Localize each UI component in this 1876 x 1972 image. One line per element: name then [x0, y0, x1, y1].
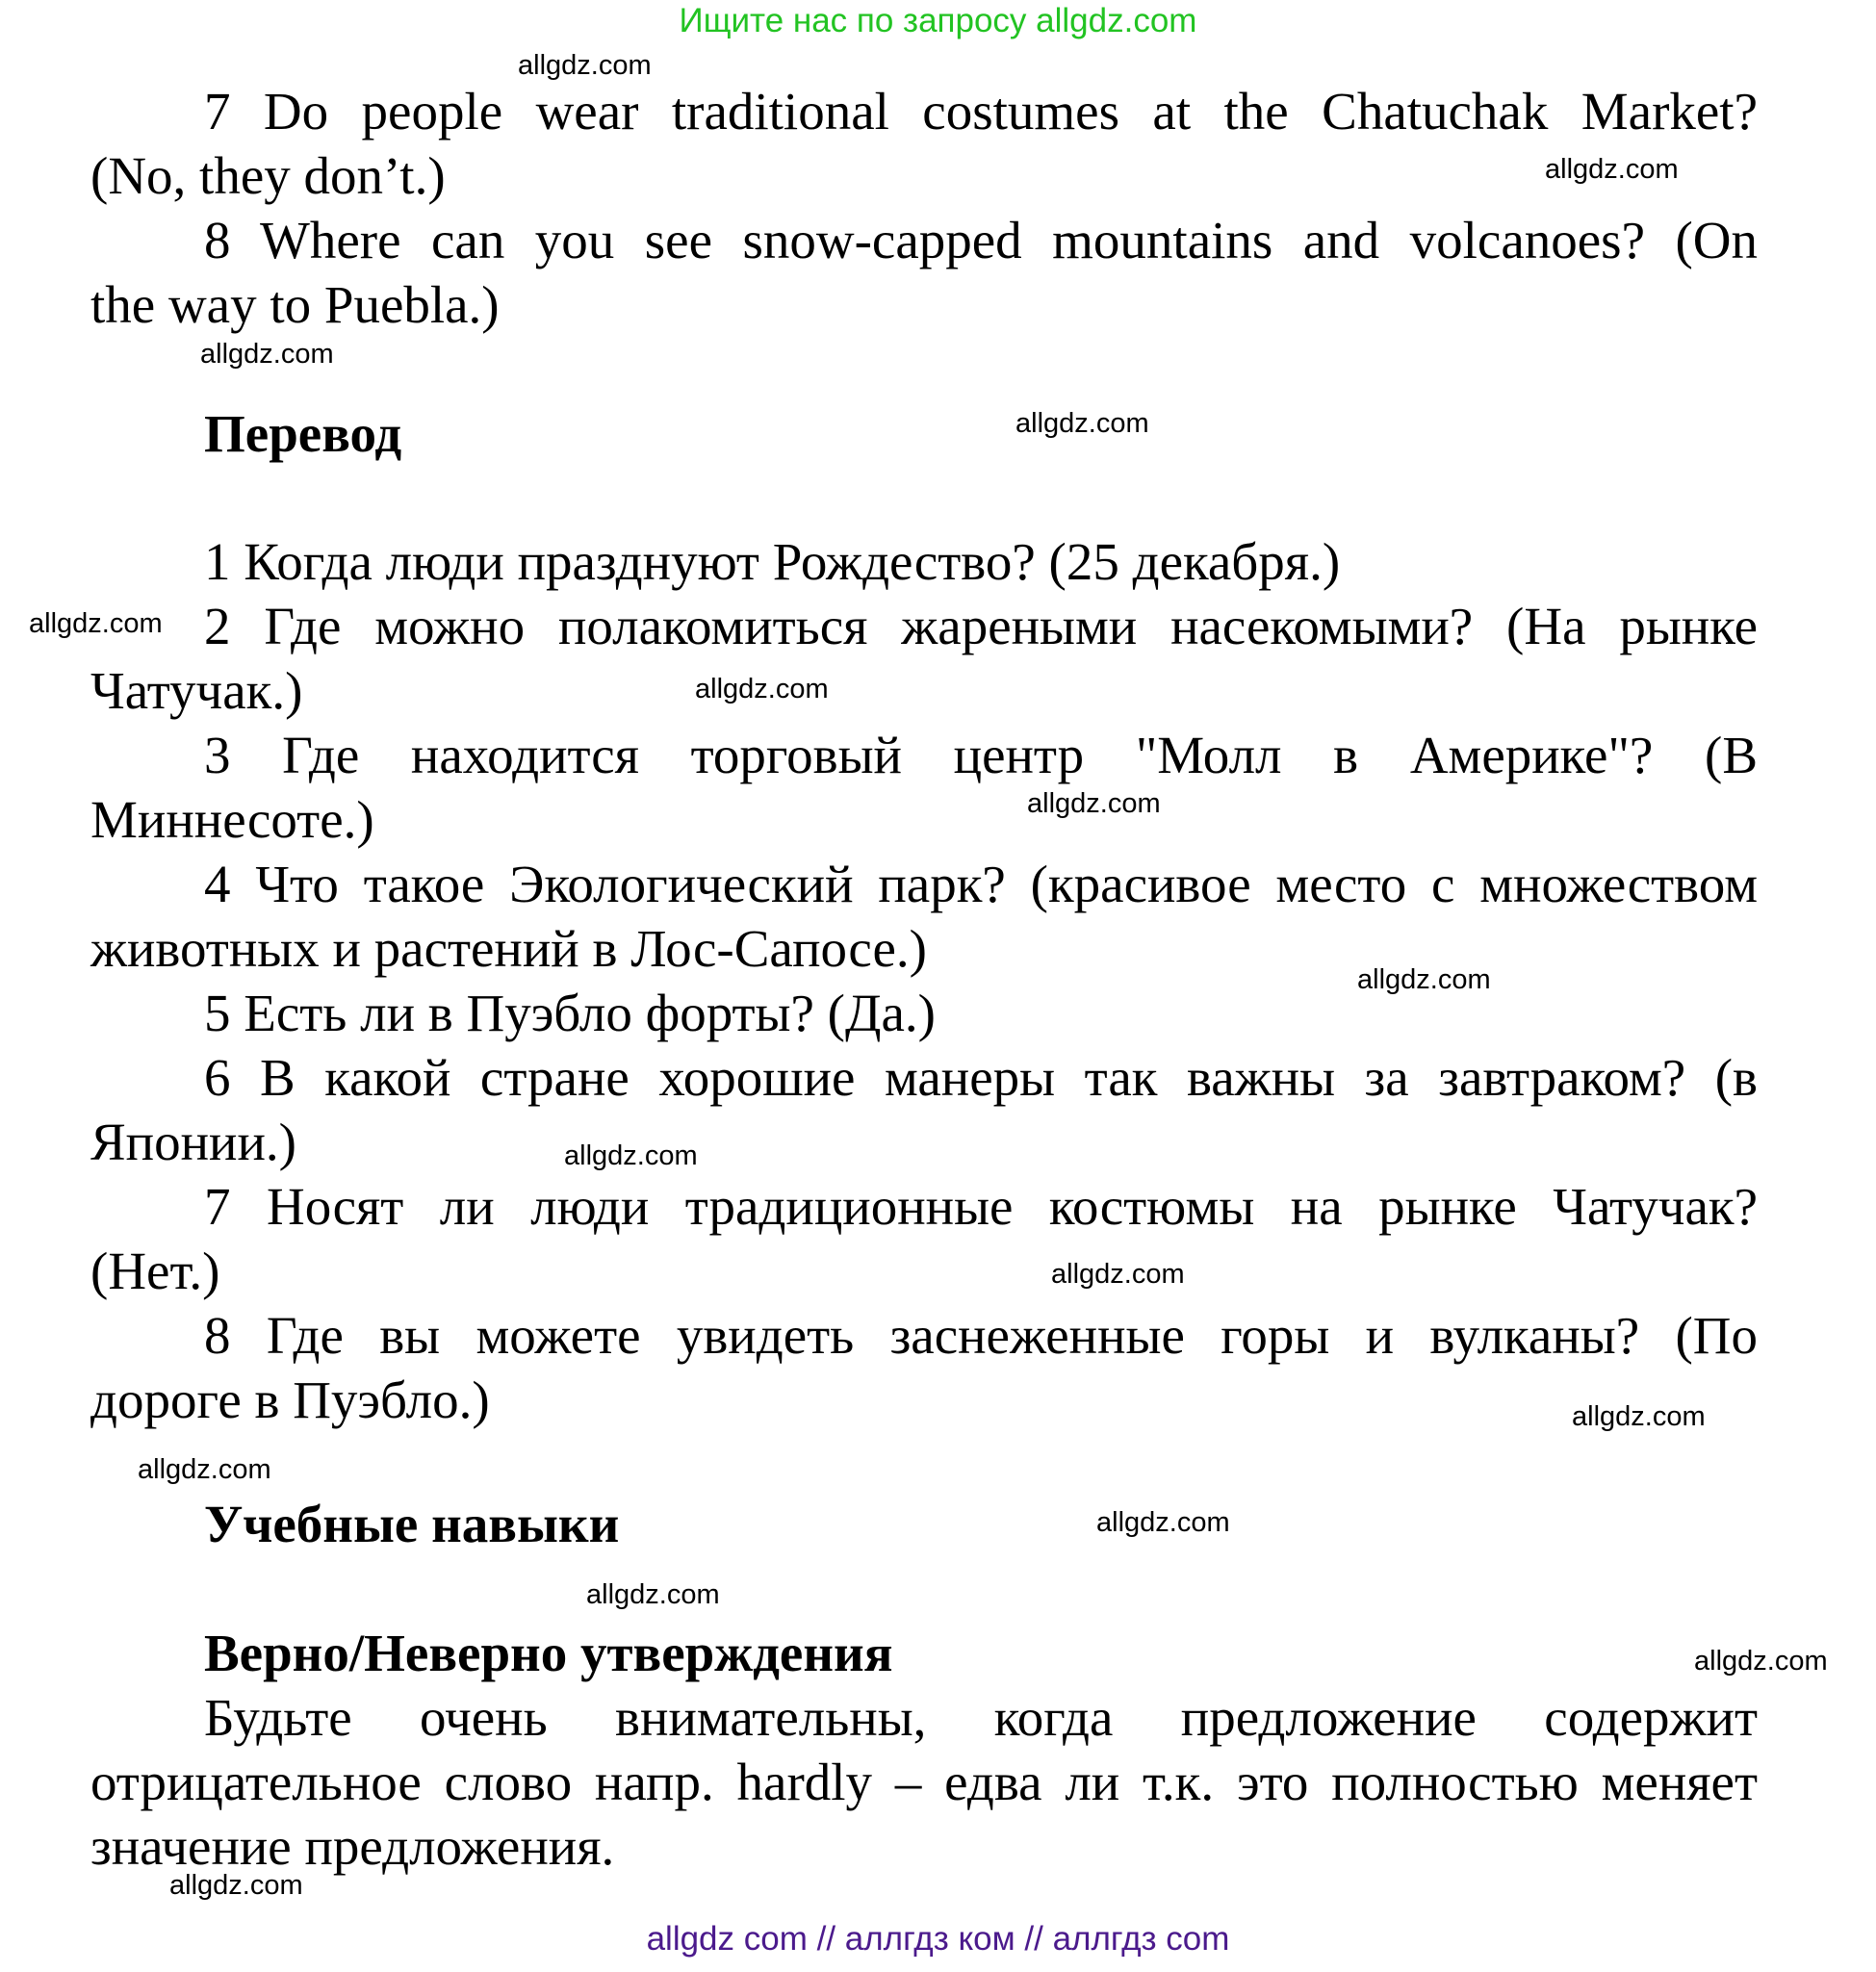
watermark: allgdz.com — [1694, 1646, 1828, 1677]
watermark: allgdz.com — [1051, 1259, 1185, 1290]
true-false-heading: Верно/Неверно утверждения — [204, 1624, 893, 1682]
translation-line: 1 Когда люди празднуют Рождество? (25 декабря.) — [204, 532, 1341, 591]
watermark: allgdz.com — [1015, 408, 1149, 439]
translation-line: дороге в Пуэбло.) — [90, 1370, 490, 1429]
watermark: allgdz.com — [1357, 964, 1491, 995]
translation-line: 3 Где находится торговый центр "Молл в Америке"? (В — [204, 726, 1758, 784]
watermark: allgdz.com — [1096, 1507, 1230, 1538]
translation-line: (Нет.) — [90, 1242, 220, 1300]
top-banner[interactable]: Ищите нас по запросу allgdz.com — [679, 2, 1197, 39]
english-line-8: 8 Where can you see snow-capped mountains and volcanoes? (On — [204, 211, 1758, 269]
true-false-text: отрицательное слово напр. hardly – едва ли т.к. это полностью меняет — [90, 1753, 1758, 1811]
translation-line: 8 Где вы можете увидеть заснеженные горы и вулканы? (По — [204, 1306, 1758, 1365]
translation-heading: Перевод — [204, 404, 402, 463]
watermark: allgdz.com — [138, 1454, 271, 1485]
translation-line: 2 Где можно полакомиться жареными насекомыми? (На рынке — [204, 597, 1758, 655]
watermark: allgdz.com — [1027, 788, 1161, 819]
watermark: allgdz.com — [1545, 154, 1679, 185]
watermark: allgdz.com — [586, 1579, 720, 1610]
english-line-7: 7 Do people wear traditional costumes at the Chatuchak Market? — [204, 82, 1758, 141]
translation-line: 5 Есть ли в Пуэбло форты? (Да.) — [204, 984, 936, 1042]
translation-line: животных и растений в Лос-Сапосе.) — [90, 919, 927, 978]
watermark: allgdz.com — [169, 1870, 303, 1901]
watermark: allgdz.com — [29, 608, 163, 639]
watermark: allgdz.com — [518, 50, 652, 81]
translation-line: 4 Что такое Экологический парк? (красивое место с множеством — [204, 855, 1758, 913]
translation-line: Японии.) — [90, 1113, 296, 1171]
watermark: allgdz.com — [695, 674, 829, 704]
english-line-7-answer: (No, they don’t.) — [90, 146, 446, 205]
bottom-banner[interactable]: allgdz com // аллгдз ком // аллгдз com — [646, 1920, 1230, 1958]
translation-line: Миннесоте.) — [90, 790, 374, 849]
translation-line: 6 В какой стране хорошие манеры так важны за завтраком? (в — [204, 1048, 1758, 1107]
watermark: allgdz.com — [200, 339, 334, 370]
watermark: allgdz.com — [1572, 1401, 1706, 1432]
watermark: allgdz.com — [564, 1140, 698, 1171]
true-false-text: значение предложения. — [90, 1817, 615, 1876]
translation-line: 7 Носят ли люди традиционные костюмы на рынке Чатучак? — [204, 1177, 1758, 1236]
translation-line: Чатучак.) — [90, 661, 303, 720]
english-line-8-cont: the way to Puebla.) — [90, 275, 500, 334]
true-false-text: Будьте очень внимательны, когда предложение содержит — [204, 1688, 1758, 1747]
skills-heading: Учебные навыки — [204, 1495, 620, 1553]
